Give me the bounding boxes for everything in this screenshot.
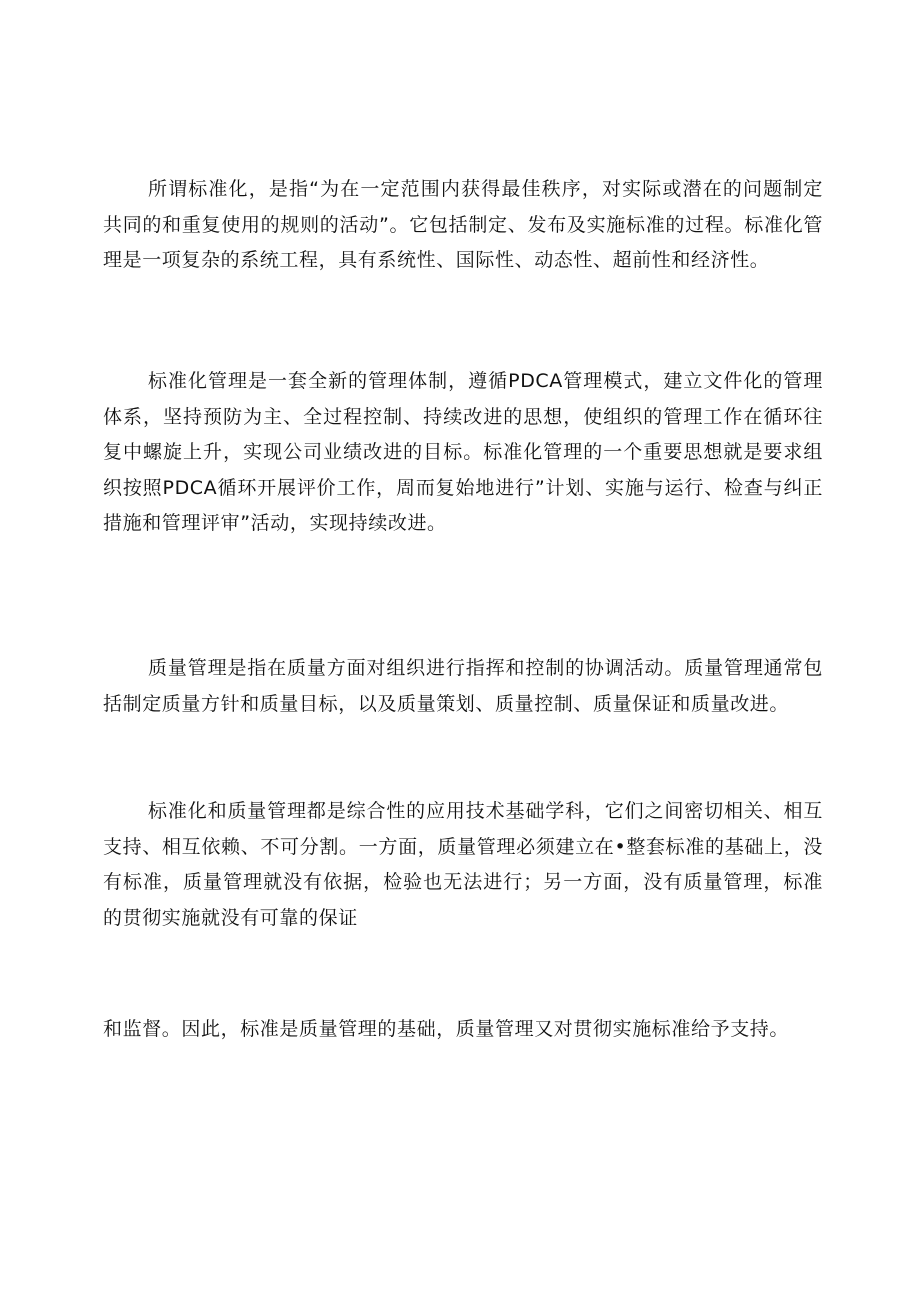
paragraph-relationship: 标准化和质量管理都是综合性的应用技术基础学科，它们之间密切相关、相互支持、相互依赖、不可分割。一方面，质量管理必须建立在•整套标准的基础上，没有标准，质量管理就没有依据，检验也无法进行；另一方面，没有质量管理，标准的贯彻实施就没有可靠的保证 — [103, 800, 823, 929]
paragraph-standardization-management: 标准化管理是一套全新的管理体制，遵循PDCA管理模式，建立文件化的管理体系，坚持预防为主、全过程控制、持续改进的思想，使组织的管理工作在循环往复中螺旋上升，实现公司业绩改进的目标。标准化管理的一个重要思想就是要求组织按照PDCA循环开展评价工作，周而复始地进行”计划、实施与运行、检查与纠正措施和管理评审”活动，实现持续改进。 — [103, 370, 823, 534]
paragraph-conclusion: 和监督。因此，标准是质量管理的基础，质量管理又对贯彻实施标准给予支持。 — [103, 1018, 790, 1040]
paragraph-quality-management: 质量管理是指在质量方面对组织进行指挥和控制的协调活动。质量管理通常包括制定质量方针和质量目标，以及质量策划、质量控制、质量保证和质量改进。 — [103, 657, 823, 715]
paragraph-standardization-definition: 所谓标准化，是指“为在一定范围内获得最佳秩序，对实际或潜在的问题制定共同的和重复使用的规则的活动”。它包括制定、发布及实施标准的过程。标准化管理是一项复杂的系统工程，具有系统性、国际性、动态性、超前性和经济性。 — [103, 178, 823, 271]
